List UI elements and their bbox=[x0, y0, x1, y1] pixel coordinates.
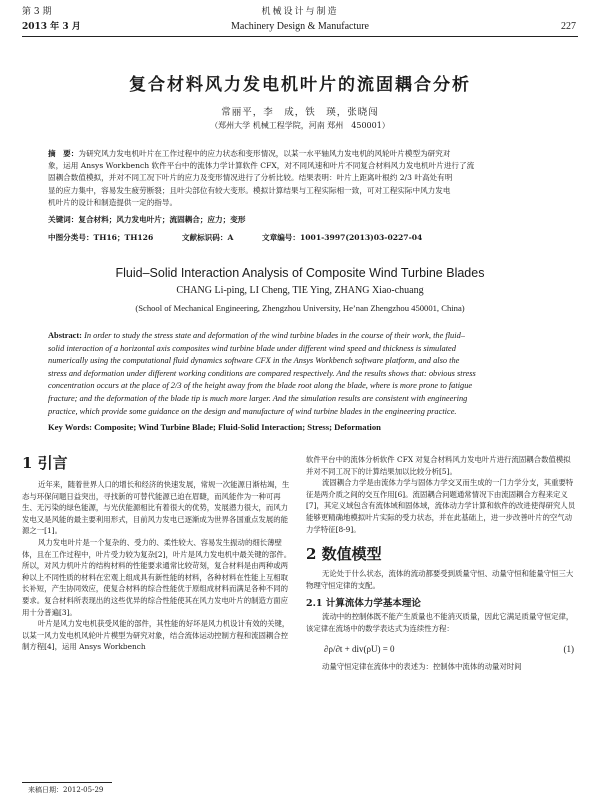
clc-number: 中图分类号：TH16；TH126 bbox=[48, 233, 154, 242]
after-equation-text: 动量守恒定律在流体中的表述为：控制体中流体的动量对时间 bbox=[322, 661, 522, 671]
equation-1-expression: ∂ρ/∂t + div(ρU) = 0 bbox=[324, 643, 395, 654]
keywords-cn bbox=[48, 214, 558, 226]
issue-date: 2013 年 3 月 bbox=[22, 22, 81, 32]
abstract-cn-line: 机叶片的设计和制造提供一定的指导。 bbox=[48, 197, 178, 207]
abstract-en-line: practice, which provide some guidance on the design and manufacture of wind turbine blades in the engineering practice. bbox=[48, 406, 457, 416]
abstract-cn bbox=[48, 148, 558, 209]
journal-name-cn: 机械设计与制造 bbox=[261, 7, 339, 17]
keywords-en-text: Composite; Wind Turbine Blade; Fluid-Solid Interaction; Stress; Deformation bbox=[94, 422, 381, 432]
section-1-paragraph: 叶片是风力发电机获受风能的部件，其性能的好坏是风力机设计有效的关键，以某一风力发电机风轮叶片模型为研究对象，结合流体运动控制方程和流固耦合控制方程[4]，运用 Ansys Workbench bbox=[22, 619, 290, 652]
authors-cn: 常丽平，李 成，铁 瑛，张晓闯 bbox=[221, 107, 379, 118]
paper-title-cn: 复合材料风力发电机叶片的流固耦合分析 bbox=[129, 75, 471, 95]
equation-1 bbox=[306, 641, 578, 661]
affiliation-en: (School of Mechanical Engineering, Zhengzhou University, He’nan Zhengzhou 450001, China) bbox=[135, 303, 465, 313]
authors-en: CHANG Li-ping, LI Cheng, TIE Ying, ZHANG Xiao-chuang bbox=[176, 285, 424, 296]
section-2-paragraph: 无论处于什么状态，流体的流动都要受到质量守恒、动量守恒和能量守恒三大物理守恒定律的支配。 bbox=[306, 569, 574, 590]
equation-1-number: (1) bbox=[563, 643, 574, 654]
right-paragraph: 软件平台中的流体分析软件 CFX 对复合材料风力发电叶片进行流固耦合数值模拟并对不同工况下的计算结果加以比较分析[5]。 bbox=[306, 455, 571, 476]
paper-title-en: Fluid–Solid Interaction Analysis of Composite Wind Turbine Blades bbox=[115, 266, 485, 280]
abstract-cn-line: 显的应力集中，容易发生疲劳断裂；且叶尖部位有较大变形。模拟计算结果与工程实际相一致，可对工程实际中风力发电 bbox=[48, 185, 451, 195]
section-2-heading: 2 数值模型 bbox=[306, 545, 382, 564]
keywords-en-label: Key Words: bbox=[48, 422, 93, 432]
article-id: 文章编号：1001-3997(2013)03-0227-04 bbox=[262, 233, 423, 242]
abstract-en-line: Abstract: In order to study the stress state and deformation of the wind turbine blades in the course of their work, the fluid– bbox=[48, 331, 465, 340]
left-column bbox=[22, 452, 294, 653]
abstract-en bbox=[48, 330, 560, 418]
classification-line bbox=[48, 232, 558, 244]
abstract-cn-line: 象，运用 Ansys Workbench 软件平台中的流体力学计算软件 CFX，对不同风速和叶片不同复合材料风力发电机叶片进行了流 bbox=[48, 161, 475, 171]
header-rule bbox=[22, 36, 578, 37]
abstract-en-line: numerically using the computational fluid dynamics software CFX in the Ansys Workbench software platform, and also the bbox=[48, 356, 460, 366]
section-2-1-paragraph: 流动中的控制体既不能产生质量也不能消灭质量，因此它满足质量守恒定律，该定律在流场中的数学表达式为连续性方程： bbox=[306, 612, 574, 633]
section-2-1-heading: 2.1 计算流体力学基本理论 bbox=[306, 598, 421, 610]
affiliation-cn: （郑州大学 机械工程学院，河南 郑州 450001） bbox=[210, 121, 390, 130]
abstract-en-line: stress and deformation under different working conditions are compared respectively. And the results shows that: obvious stress bbox=[48, 368, 476, 378]
right-paragraph: 流固耦合力学是由流体力学与固体力学交叉而生成的一门力学分支，其重要特征是两介质之间的交互作用[6]。流固耦合问题通常情况下由流固耦合方程来定义[7]，其定义域包含有流体域和固体域，流体动力学计算和软件的改进使得研究人员能够更精确地模拟叶片实际的受力状态，并在此基础上，进一步改善叶片的空气动力学特征[8-9]。 bbox=[306, 478, 576, 534]
section-1-heading: 1 引言 bbox=[22, 454, 68, 472]
abstract-en-line: solid interaction of a horizontal axis composites wind turbine blade under different wind speed and thickness is simulated bbox=[48, 343, 456, 353]
section-1-paragraph: 风力发电叶片是一个复杂的、受力的、柔性较大、容易发生振动的细长薄壁体，且在工作过程中，叶片受力较为复杂[2]，叶片是风力发电机中最关键的部件。所以，对风力机叶片的结构材料的性能要求通常比较苛刻，复合材料是由两种或两种以上不同性质的材料在宏观上组成具有新性能的材料，各种材料在性能上互相取长补短，产生协同效应，使复合材料的综合性能优于原组成材料而满足各种不同的要求。复合材料所表现出的这些优异的综合性能使其在风力发电叶片的制造方面应用十分普遍[3]。 bbox=[22, 537, 292, 617]
keywords-cn-label: 关键词： bbox=[48, 215, 79, 224]
keywords-en bbox=[48, 422, 568, 432]
document-code: 文献标识码：A bbox=[181, 233, 234, 242]
right-column bbox=[306, 454, 578, 672]
issue-number: 第 3 期 bbox=[22, 7, 52, 17]
footnote-rule bbox=[22, 782, 112, 783]
section-1-paragraph: 近年来，随着世界人口的增长和经济的快速发展，常规一次能源日渐枯竭，生态与环保问题日益突出，寻找新的可替代能源已迫在眉睫，而风能作为一种可再生、无污染的绿色能源，与光伏能源相比有着很大的优势，发展潜力很大，而风力发电又是风能的最主要利用形式，目前风力发电已逐渐成为世界各国重点发展的能源之一[1]。 bbox=[22, 480, 290, 536]
keywords-cn-text: 复合材料；风力发电叶片；流固耦合；应力；变形 bbox=[78, 215, 246, 224]
abstract-cn-line: 固耦合数值模拟，并对不同工况下叶片的应力及变形情况进行了分析比较。结果表明：叶片上距离叶根约 2/3 叶高处有明 bbox=[48, 173, 453, 183]
abstract-en-label: Abstract: bbox=[48, 331, 82, 340]
received-date: 来稿日期：2012-05-29 bbox=[28, 786, 104, 794]
journal-name-en: Machinery Design & Manufacture bbox=[230, 21, 369, 32]
abstract-cn-label: 摘 要： bbox=[48, 149, 79, 158]
abstract-en-line: fracture; and the deformation of the blade tip is much more larger. And the simulation results are consistent with engineering bbox=[48, 393, 468, 403]
page-number: 227 bbox=[561, 21, 576, 32]
abstract-cn-line: 摘 要：为研究风力发电机叶片在工作过程中的应力状态和变形情况，以某一水平轴风力发电机的风轮叶片模型为研究对 bbox=[48, 149, 451, 158]
abstract-en-line: concentration occurs at the place of 2/3 of the height away from the blade root along the blade, where is more prone to fatigue bbox=[48, 381, 473, 391]
